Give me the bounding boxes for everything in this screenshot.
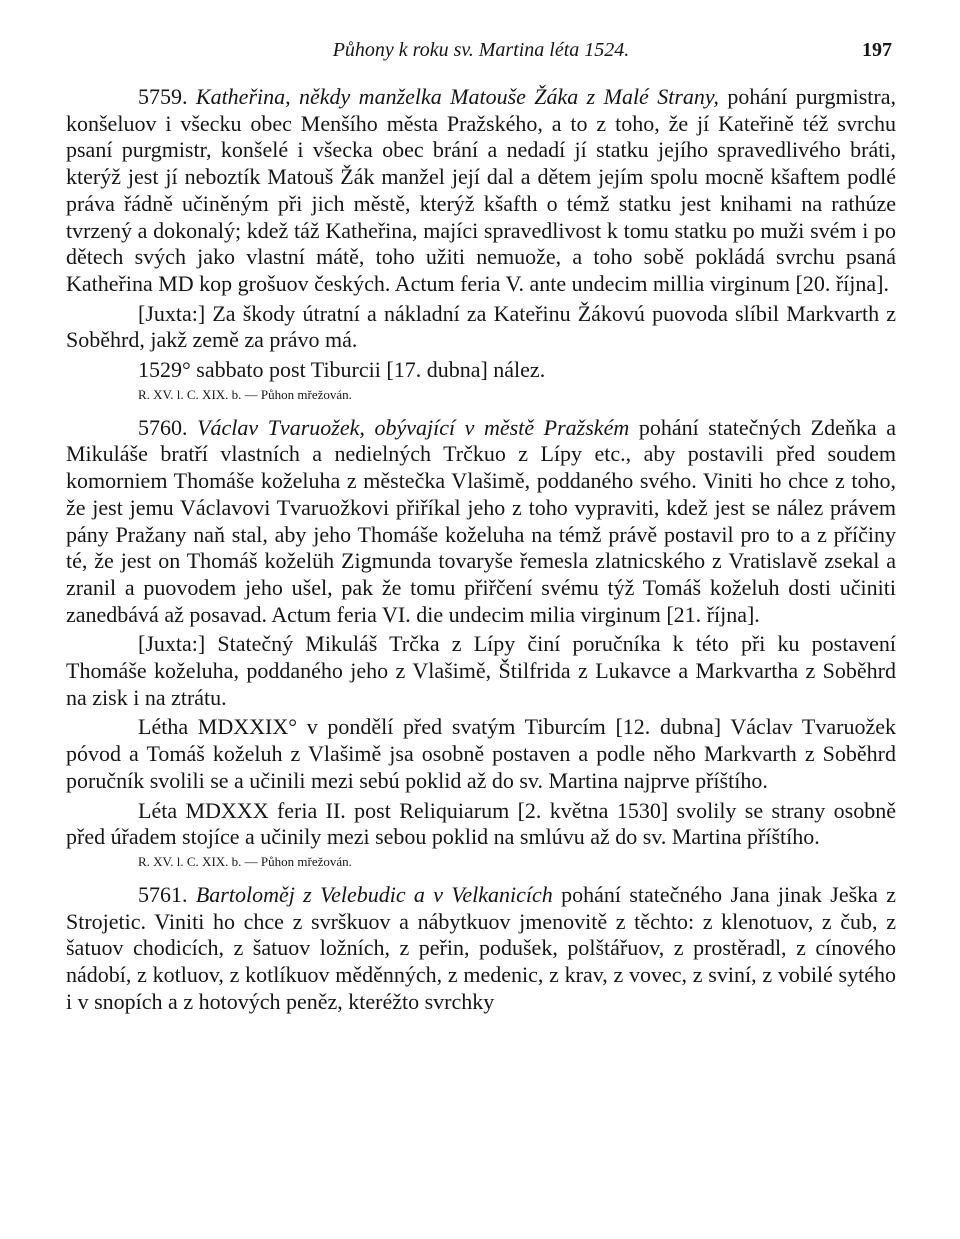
entry-5759-paragraph: [66, 84, 896, 298]
entry-5759-verdict: 1529° sabbato post Tiburcii [17. dubna] nález.: [138, 357, 546, 383]
running-title: Půhony k roku sv. Martina léta 1524.: [332, 39, 630, 61]
entry-5759-juxta: [Juxta:] Za škody útratní a nákladní za Kateřinu Žákovú puovoda slíbil Markvarth z Soběhrd, jakž země za právo má.: [66, 300, 896, 353]
entry-number: 5759.: [138, 84, 188, 109]
entry-5760-paragraph: [66, 415, 896, 629]
entry-body: pohání statečných Zdeňka a Mikuláše bratří vlastních a nedielných Trčkuo z Lípy etc., aby postavili před soudem komorniem Thomáše koželuha z městečka Vlašimě, poddaného svého. Viniti ho chce z toho, že jest jemu Václavovi Tvaruožkovi přiříkal jeho z toho vypraviti, kdež jest se nález právem pány Pražany naň stal, aby jeho Thomáše koželuha na témž právě postavil pro to a z příčiny té, že jest on Thomáš koželüh Zigmunda tovaryše řemesla zlatnicského z Vratislavě zsekal a zranil a puovodem jeho ušel, pak že tomu přiřčení svému týž Tomáš koželuh dosti učiniti zanedbává až posavad. Actum feria VI. die undecim milia virginum [21. října].: [66, 414, 896, 627]
entry-5760-note-1: Létha MDXXIX° v pondělí před svatým Tiburcím [12. dubna] Václav Tvaruožek póvod a Tomáš koželuh z Vlašimě jsa osobně postaven a podle něho Markvarth z Soběhrd poručník svolili se a učinili mezi sebú poklid až do sv. Martina najprve příštího.: [66, 714, 896, 793]
entry-5760-source: R. XV. l. C. XIX. b. — Půhon mřežován.: [138, 853, 352, 869]
entry-5761-paragraph: [66, 882, 896, 1016]
entry-body: pohání statečného Jana jinak Ješka z Strojetic. Viniti ho chce z svrškuov a nábytkuov jmenovitě z těchto: z klenotuov, z čub, z šatuov chodicích, z šatuov ložních, z peřin, podušek, polštářuov, z prostěradl, z cínového nádobí, z kotluov, z kotlíkuov měděnných, z medenic, z krav, z vovec, z sviní, z vobilé sytého i v snopích a z hotových peněz, kteréžto svrchky: [66, 881, 897, 1014]
entry-5760-note-2: Léta MDXXX feria II. post Reliquiarum [2. května 1530] svolily se strany osobně před úřadem stojíce a učinily mezi sebou poklid na smlúvu až do sv. Martina příštího.: [66, 797, 896, 850]
page-header: [66, 34, 896, 64]
entry-number: 5760.: [138, 414, 188, 440]
entry-number: 5761.: [138, 881, 188, 907]
entry-5760-juxta: [Juxta:] Statečný Mikuláš Trčka z Lípy činí poručníka k této při ku postavení Thomáše koželuha, poddaného jeho z Vlašimě, Štilfrida z Lukavce a Markvartha z Soběhrd na zisk i na ztrátu.: [66, 631, 896, 710]
entry-body: pohání purgmistra, konšeluov i všecku obec Menšího města Pražského, a to z toho, že jí Kateřině též svrchu psaní purgmistr, konšelé i všecka obec brání a nedadí jí statku jejího spravedlivého bráti, kterýž jest jí neboztík Matouš Žák manžel její dal a dětem jejím spolu mocně kšaftem podlé práva řádně učiněným při jich městě, kterýž kšafth o témž statku jest knihami na rathúze tvrzený a dokonalý; kdež táž Katheřina, majíci spravedlivost k tomu statku po muži svém i po dětech svých jako vlastní mátě, toho užiti nemuože, a toho sobě pokládá svrchu psaná Katheřina MD kop grošuov českých. Actum feria V. ante undecim millia virginum [20. října].: [66, 84, 897, 296]
entry-title: Bartoloměj z Velebudic a v Velkanicích: [195, 881, 553, 907]
entry-title: Katheřina, někdy manželka Matouše Žáka z Malé Strany,: [195, 84, 719, 109]
page-number: 197: [862, 39, 892, 61]
entry-5759-source: R. XV. l. C. XIX. b. — Půhon mřežován.: [138, 386, 352, 402]
entry-title: Václav Tvaruožek, obývající v městě Pražském: [197, 414, 630, 440]
